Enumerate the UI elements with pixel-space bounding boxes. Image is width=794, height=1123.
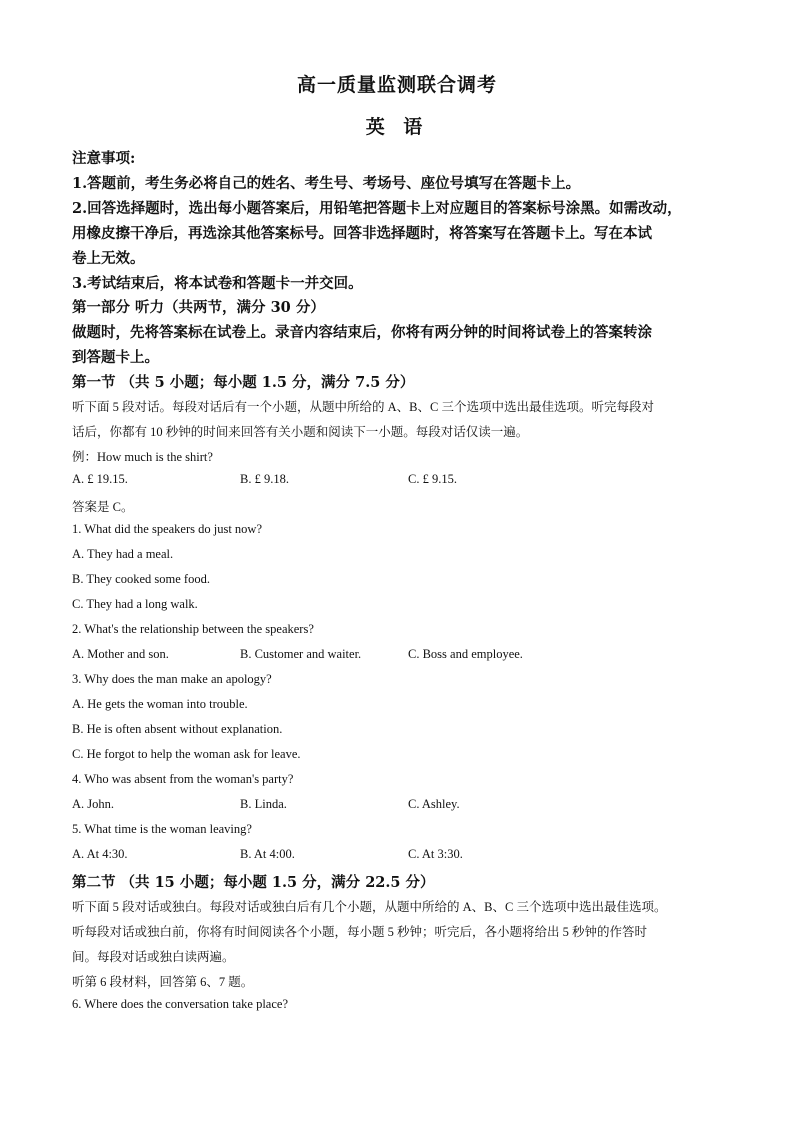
example-option-b: B. £ 9.18.	[240, 472, 289, 486]
section1-intro-line-1: 听下面 5 段对话。每段对话后有一个小题，从题中所给的 A、B、C 三个选项中选出最佳选项。听完每段对	[72, 400, 654, 414]
question-1-option-a: A. They had a meal.	[72, 547, 174, 561]
question-2-option-b: B. Customer and waiter.	[240, 647, 362, 661]
subject-title: 英 语	[365, 116, 429, 138]
question-4-option-a: A. John.	[72, 797, 115, 811]
question-5-option-c: C. At 3:30.	[408, 847, 463, 861]
question-6: 6. Where does the conversation take place?	[72, 997, 288, 1011]
question-5-option-a: A. At 4:30.	[72, 847, 128, 861]
part1-intro-line-1: 做题时，先将答案标在试卷上。录音内容结束后，你将有两分钟的时间将试卷上的答案转涂	[72, 324, 652, 341]
part1-heading: 第一部分 听力（共两节，满分 30 分）	[72, 299, 325, 316]
exam-title: 高一质量监测联合调考	[296, 74, 497, 96]
note-item-1: 1.答题前，考生务必将自己的姓名、考生号、考场号、座位号填写在答题卡上。	[72, 175, 581, 192]
question-1-option-c: C. They had a long walk.	[72, 597, 198, 611]
question-3: 3. Why does the man make an apology?	[72, 672, 272, 686]
note-item-2-line-2: 用橡皮擦干净后，再选涂其他答案标号。回答非选择题时，将答案写在答题卡上。写在本试	[72, 225, 652, 242]
question-1: 1. What did the speakers do just now?	[72, 522, 263, 536]
section2-heading: 第二节 （共 15 小题；每小题 1.5 分，满分 22.5 分）	[72, 874, 435, 891]
question-1-option-b: B. They cooked some food.	[72, 572, 210, 586]
example-option-c: C. £ 9.15.	[408, 472, 457, 486]
example-option-a: A. £ 19.15.	[72, 472, 128, 486]
section2-intro-line-3: 间。每段对话或独白读两遍。	[72, 950, 235, 964]
question-3-option-b: B. He is often absent without explanation.	[72, 722, 283, 736]
example-question: 例：How much is the shirt?	[72, 450, 213, 464]
question-2-option-c: C. Boss and employee.	[408, 647, 523, 661]
section2-intro-line-2: 听每段对话或独白前，你将有时间阅读各个小题，每小题 5 秒钟；听完后，各小题将给出 5 秒钟的作答时	[72, 925, 648, 939]
section2-intro-line-1: 听下面 5 段对话或独白。每段对话或独白后有几个小题，从题中所给的 A、B、C 三个选项中选出最佳选项。	[72, 900, 667, 914]
example-answer: 答案是 C。	[72, 500, 134, 514]
question-4-option-b: B. Linda.	[240, 797, 287, 811]
question-4-option-c: C. Ashley.	[408, 797, 460, 811]
question-3-option-a: A. He gets the woman into trouble.	[72, 697, 248, 711]
question-2-option-a: A. Mother and son.	[72, 647, 169, 661]
notes-heading: 注意事项:	[72, 150, 136, 167]
section1-intro-line-2: 话后，你都有 10 秒钟的时间来回答有关小题和阅读下一小题。每段对话仅读一遍。	[72, 425, 529, 439]
note-item-2-line-1: 2.回答选择题时，选出每小题答案后，用铅笔把答题卡上对应题目的答案标号涂黑。如需改动，	[72, 200, 682, 217]
question-3-option-c: C. He forgot to help the woman ask for leave.	[72, 747, 301, 761]
question-2: 2. What's the relationship between the speakers?	[72, 622, 314, 636]
note-item-3: 3.考试结束后，将本试卷和答题卡一并交回。	[72, 275, 363, 292]
question-4: 4. Who was absent from the woman's party?	[72, 772, 294, 786]
note-item-2-line-3: 卷上无效。	[72, 250, 145, 267]
material-6-instruction: 听第 6 段材料，回答第 6、7 题。	[72, 975, 254, 989]
section1-heading: 第一节 （共 5 小题；每小题 1.5 分，满分 7.5 分）	[72, 374, 415, 391]
question-5: 5. What time is the woman leaving?	[72, 822, 252, 836]
part1-intro-line-2: 到答题卡上。	[72, 349, 159, 366]
question-5-option-b: B. At 4:00.	[240, 847, 295, 861]
